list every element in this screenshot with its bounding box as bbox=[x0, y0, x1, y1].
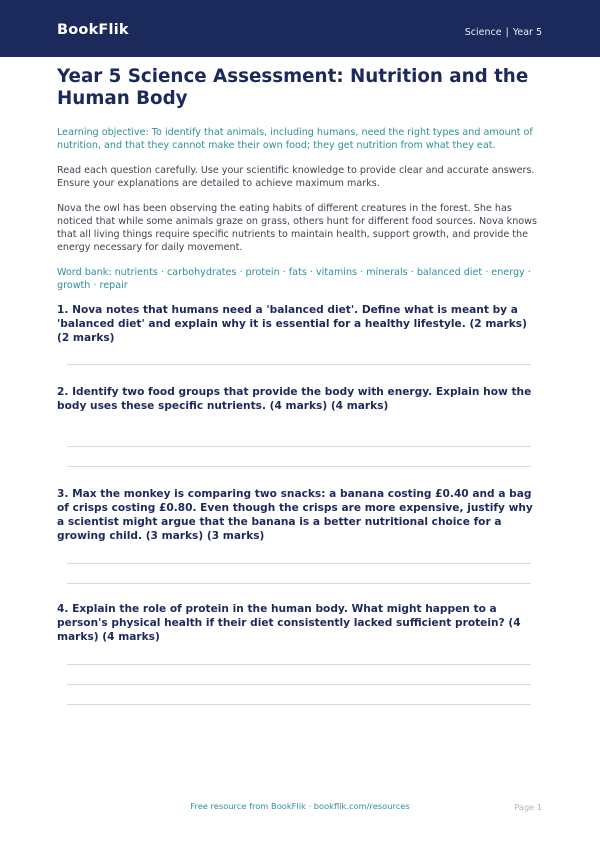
answer-line[interactable] bbox=[67, 563, 531, 564]
page-number: Page 1 bbox=[514, 802, 542, 812]
footer-resource-link[interactable]: Free resource from BookFlik · bookflik.com/resources bbox=[190, 801, 410, 811]
word-bank: Word bank: nutrients · carbohydrates · protein · fats · vitamins · minerals · balanced diet · energy · growth · repair bbox=[57, 267, 531, 291]
answer-line[interactable] bbox=[67, 583, 531, 584]
answer-line[interactable] bbox=[67, 664, 531, 665]
answer-line[interactable] bbox=[67, 364, 531, 365]
answer-line[interactable] bbox=[67, 466, 531, 467]
page-title: Year 5 Science Assessment: Nutrition and the Human Body bbox=[57, 66, 529, 109]
header-separator: | bbox=[505, 27, 509, 38]
learning-objective: Learning objective: To identify that animals, including humans, need the right types and amount of nutrition, and that they cannot make their own food; they get nutrition from what they eat. bbox=[57, 127, 533, 151]
answer-line[interactable] bbox=[67, 446, 531, 447]
question-2: 2. Identify two food groups that provide the body with energy. Explain how the body uses these specific nutrients. (4 marks) (4 marks) bbox=[57, 386, 532, 412]
questions-area bbox=[57, 0, 542, 848]
brand-logo: BookFlik bbox=[57, 22, 129, 38]
scenario-paragraph: Nova the owl has been observing the eating habits of different creatures in the forest. She has noticed that while some animals graze on grass, others hunt for different food sources. Nova knows that all living things require specific nutrients to maintain health, support growth, and provide the energy necessary for daily movement. bbox=[57, 203, 537, 253]
question-1: 1. Nova notes that humans need a 'balanced diet'. Define what is meant by a 'balanced diet' and explain why it is essential for a healthy lifestyle. (2 marks) (2 marks) bbox=[57, 304, 527, 344]
year-label: Year 5 bbox=[512, 27, 542, 38]
answer-line[interactable] bbox=[67, 684, 531, 685]
subject-label: Science bbox=[464, 27, 502, 38]
answer-line[interactable] bbox=[67, 704, 531, 705]
question-3: 3. Max the monkey is comparing two snacks: a banana costing £0.40 and a bag of crisps costing £0.80. Even though the crisps are more expensive, justify why a scientist might argue that the banana is a better nutritional choice for a growing child. (3 marks) (3 marks) bbox=[57, 488, 533, 542]
question-4: 4. Explain the role of protein in the human body. What might happen to a person's physical health if their diet consistently lacked sufficient protein? (4 marks) (4 marks) bbox=[57, 603, 521, 643]
intro-paragraph: Read each question carefully. Use your scientific knowledge to provide clear and accurate answers. Ensure your explanations are detailed to achieve maximum marks. bbox=[57, 165, 535, 189]
